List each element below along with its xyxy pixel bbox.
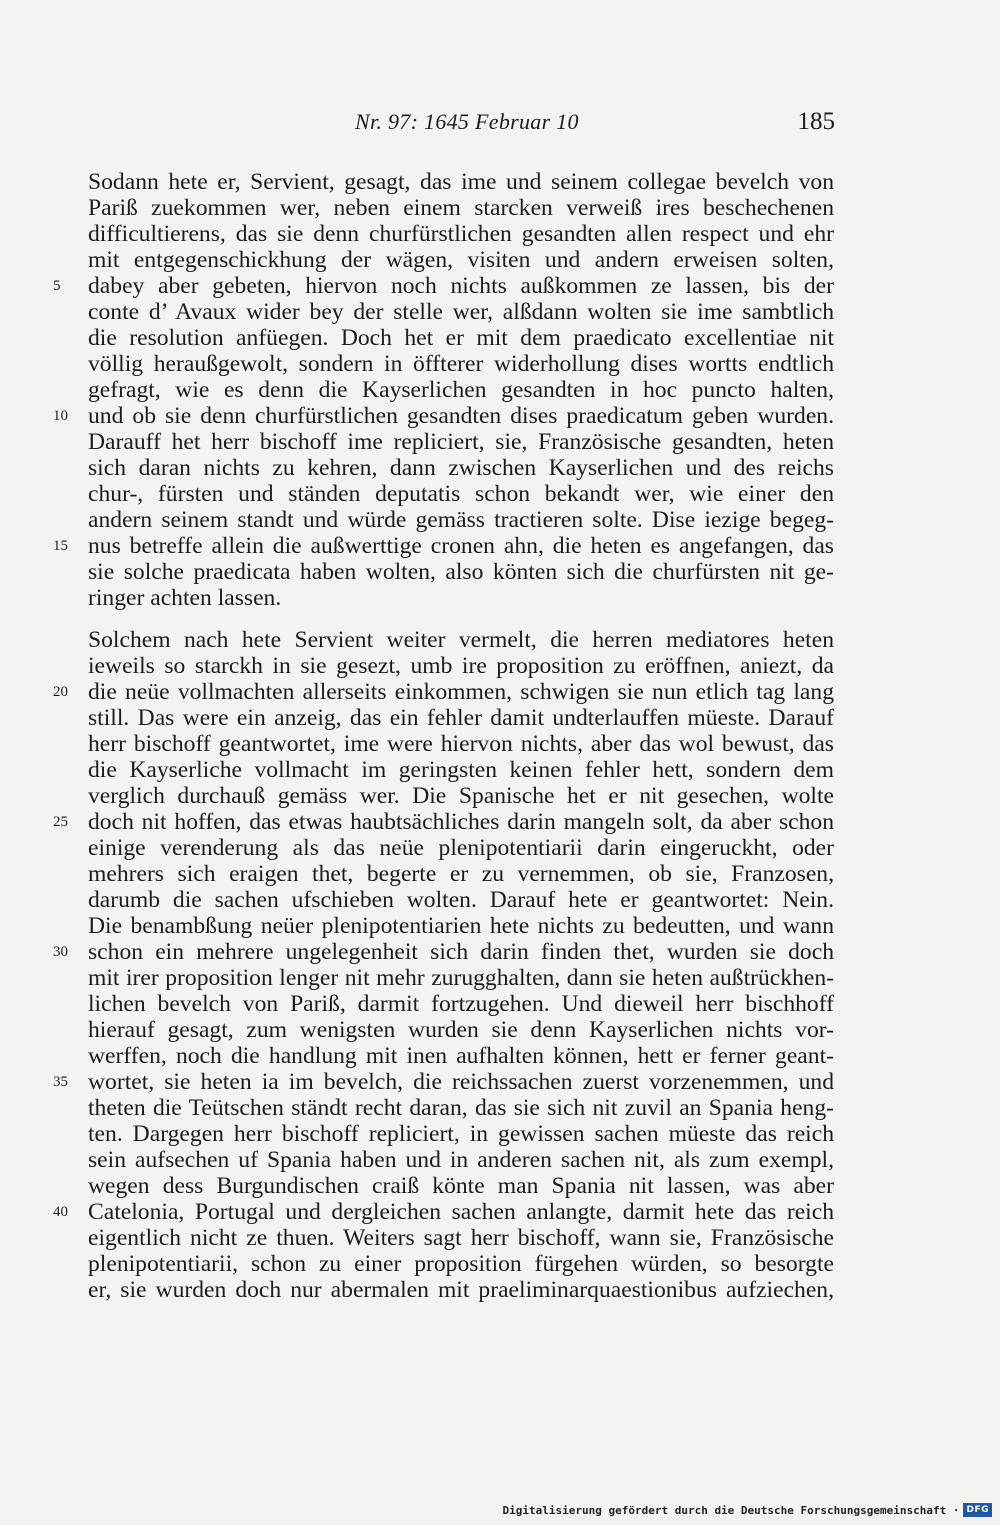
text-line: wegen dess Burgundischen craiß könte man Spania nit lassen, was aber <box>88 1173 834 1199</box>
text-line: mit entgegenschickhung der wägen, visiten und andern erweisen solten, <box>88 247 834 273</box>
text-line: Die benambßung neüer plenipotentiarien hete nichts zu bedeutten, und wann <box>88 913 834 939</box>
text-line: gefragt, wie es denn die Kayserlichen gesandten in hoc puncto halten, <box>88 377 834 403</box>
text-line: andern seinem standt und würde gemäss tractieren solte. Dise iezige begeg- <box>88 507 834 533</box>
text-line: er, sie wurden doch nur abermalen mit praeliminarquaestionibus aufziechen, <box>88 1277 834 1303</box>
text-line: hierauf gesagt, zum wenigsten wurden sie denn Kayserlichen nichts vor- <box>88 1017 834 1043</box>
text-line: werffen, noch die handlung mit inen aufhalten können, hett er ferner geant- <box>88 1043 834 1069</box>
text-line: lichen bevelch von Pariß, darmit fortzugehen. Und dieweil herr bischhoff <box>88 991 834 1017</box>
line-number: 30 <box>53 944 68 960</box>
line-number: 15 <box>53 538 68 554</box>
text-line: still. Das were ein anzeig, das ein fehler damit undterlauffen müeste. Darauf <box>88 705 834 731</box>
text-line: darumb die sachen ufschieben wolten. Darauf hete er geantwortet: Nein. <box>88 887 834 913</box>
text-line: einige verenderung als das neüe plenipotentiarii darin eingeruckht, oder <box>88 835 834 861</box>
line-number: 20 <box>53 684 68 700</box>
line-number: 25 <box>53 814 68 830</box>
running-head: Nr. 97: 1645 Februar 10 <box>355 109 579 134</box>
text-line: dabey aber gebeten, hiervon noch nichts außkommen ze lassen, bis der <box>88 273 834 299</box>
text-line: ieweils so starckh in sie gesezt, umb ire proposition zu eröffnen, aniezt, da <box>88 653 834 679</box>
text-line: wortet, sie heten ia im bevelch, die reichssachen zuerst vorzenemmen, und <box>88 1069 834 1095</box>
line-number: 5 <box>53 278 61 294</box>
text-line: die neüe vollmachten allerseits einkommen, schwigen sie nun etlich tag lang <box>88 679 834 705</box>
dfg-logo-icon: DFG <box>963 1503 992 1517</box>
text-line: Sodann hete er, Servient, gesagt, das ime und seinem collegae bevelch von <box>88 169 834 195</box>
text-line: theten die Teütschen ständt recht daran, das sie sich nit zuvil an Spania heng- <box>88 1095 834 1121</box>
text-line: schon ein mehrere ungelegenheit sich darin finden thet, wurden sie doch <box>88 939 834 965</box>
text-line: Catelonia, Portugal und dergleichen sachen anlangte, darmit hete das reich <box>88 1199 834 1225</box>
line-number: 35 <box>53 1074 68 1090</box>
text-line: und ob sie denn churfürstlichen gesandten dises praedicatum geben wurden. <box>88 403 834 429</box>
text-line: chur-, fürsten und ständen deputatis schon bekandt wer, wie einer den <box>88 481 834 507</box>
text-line: Solchem nach hete Servient weiter vermelt, die herren mediatores heten <box>88 627 834 653</box>
footer-credit-text: Digitalisierung gefördert durch die Deutsche Forschungsgemeinschaft · <box>502 1503 960 1517</box>
text-line: plenipotentiarii, schon zu einer proposition fürgehen würden, so besorgte <box>88 1251 834 1277</box>
text-line: die resolution anfüegen. Doch het er mit dem praedicato excellentiae nit <box>88 325 834 351</box>
line-number: 40 <box>53 1204 68 1220</box>
text-line: sie solche praedicata haben wolten, also könten sich die churfürsten nit ge- <box>88 559 834 585</box>
text-line: sein aufsechen uf Spania haben und in anderen sachen nit, als zum exempl, <box>88 1147 834 1173</box>
text-line: mit irer proposition lenger nit mehr zurugghalten, dann sie heten außtrückhen- <box>88 965 834 991</box>
text-line: difficultierens, das sie denn churfürstlichen gesandten allen respect und ehr <box>88 221 834 247</box>
text-line: mehrers sich eraigen thet, begerte er zu vernemmen, ob sie, Franzosen, <box>88 861 834 887</box>
text-line: doch nit hoffen, das etwas haubtsächliches darin mangeln solt, da aber schon <box>88 809 834 835</box>
text-line: eigentlich nicht ze thuen. Weiters sagt herr bischoff, wann sie, Französische <box>88 1225 834 1251</box>
line-number: 10 <box>53 408 68 424</box>
text-line: die Kayserliche vollmacht im geringsten keinen fehler hett, sondern dem <box>88 757 834 783</box>
text-line: Pariß zuekommen wer, neben einem starcken verweiß ires beschechenen <box>88 195 834 221</box>
text-line: ten. Dargegen herr bischoff repliciert, in gewissen sachen müeste das reich <box>88 1121 834 1147</box>
page-number: 185 <box>797 108 835 135</box>
text-line: ringer achten lassen. <box>88 585 282 611</box>
footer-credit <box>503 1501 992 1519</box>
text-line: nus betreffe allein die außwerttige cronen ahn, die heten es angefangen, das <box>88 533 834 559</box>
text-line: völlig heraußgewolt, sondern in öffterer widerhollung dises wortts endtlich <box>88 351 834 377</box>
text-line: herr bischoff geantwortet, ime were hiervon nichts, aber das wol bewust, das <box>88 731 834 757</box>
text-line: verglich durchauß gemäss wer. Die Spanische het er nit gesechen, wolte <box>88 783 834 809</box>
text-line: sich daran nichts zu kehren, dann zwischen Kayserlichen und des reichs <box>88 455 834 481</box>
text-line: Darauff het herr bischoff ime repliciert, sie, Französische gesandten, heten <box>88 429 834 455</box>
text-line: conte d’ Avaux wider bey der stelle wer, alßdann wolten sie ime sambtlich <box>88 299 834 325</box>
